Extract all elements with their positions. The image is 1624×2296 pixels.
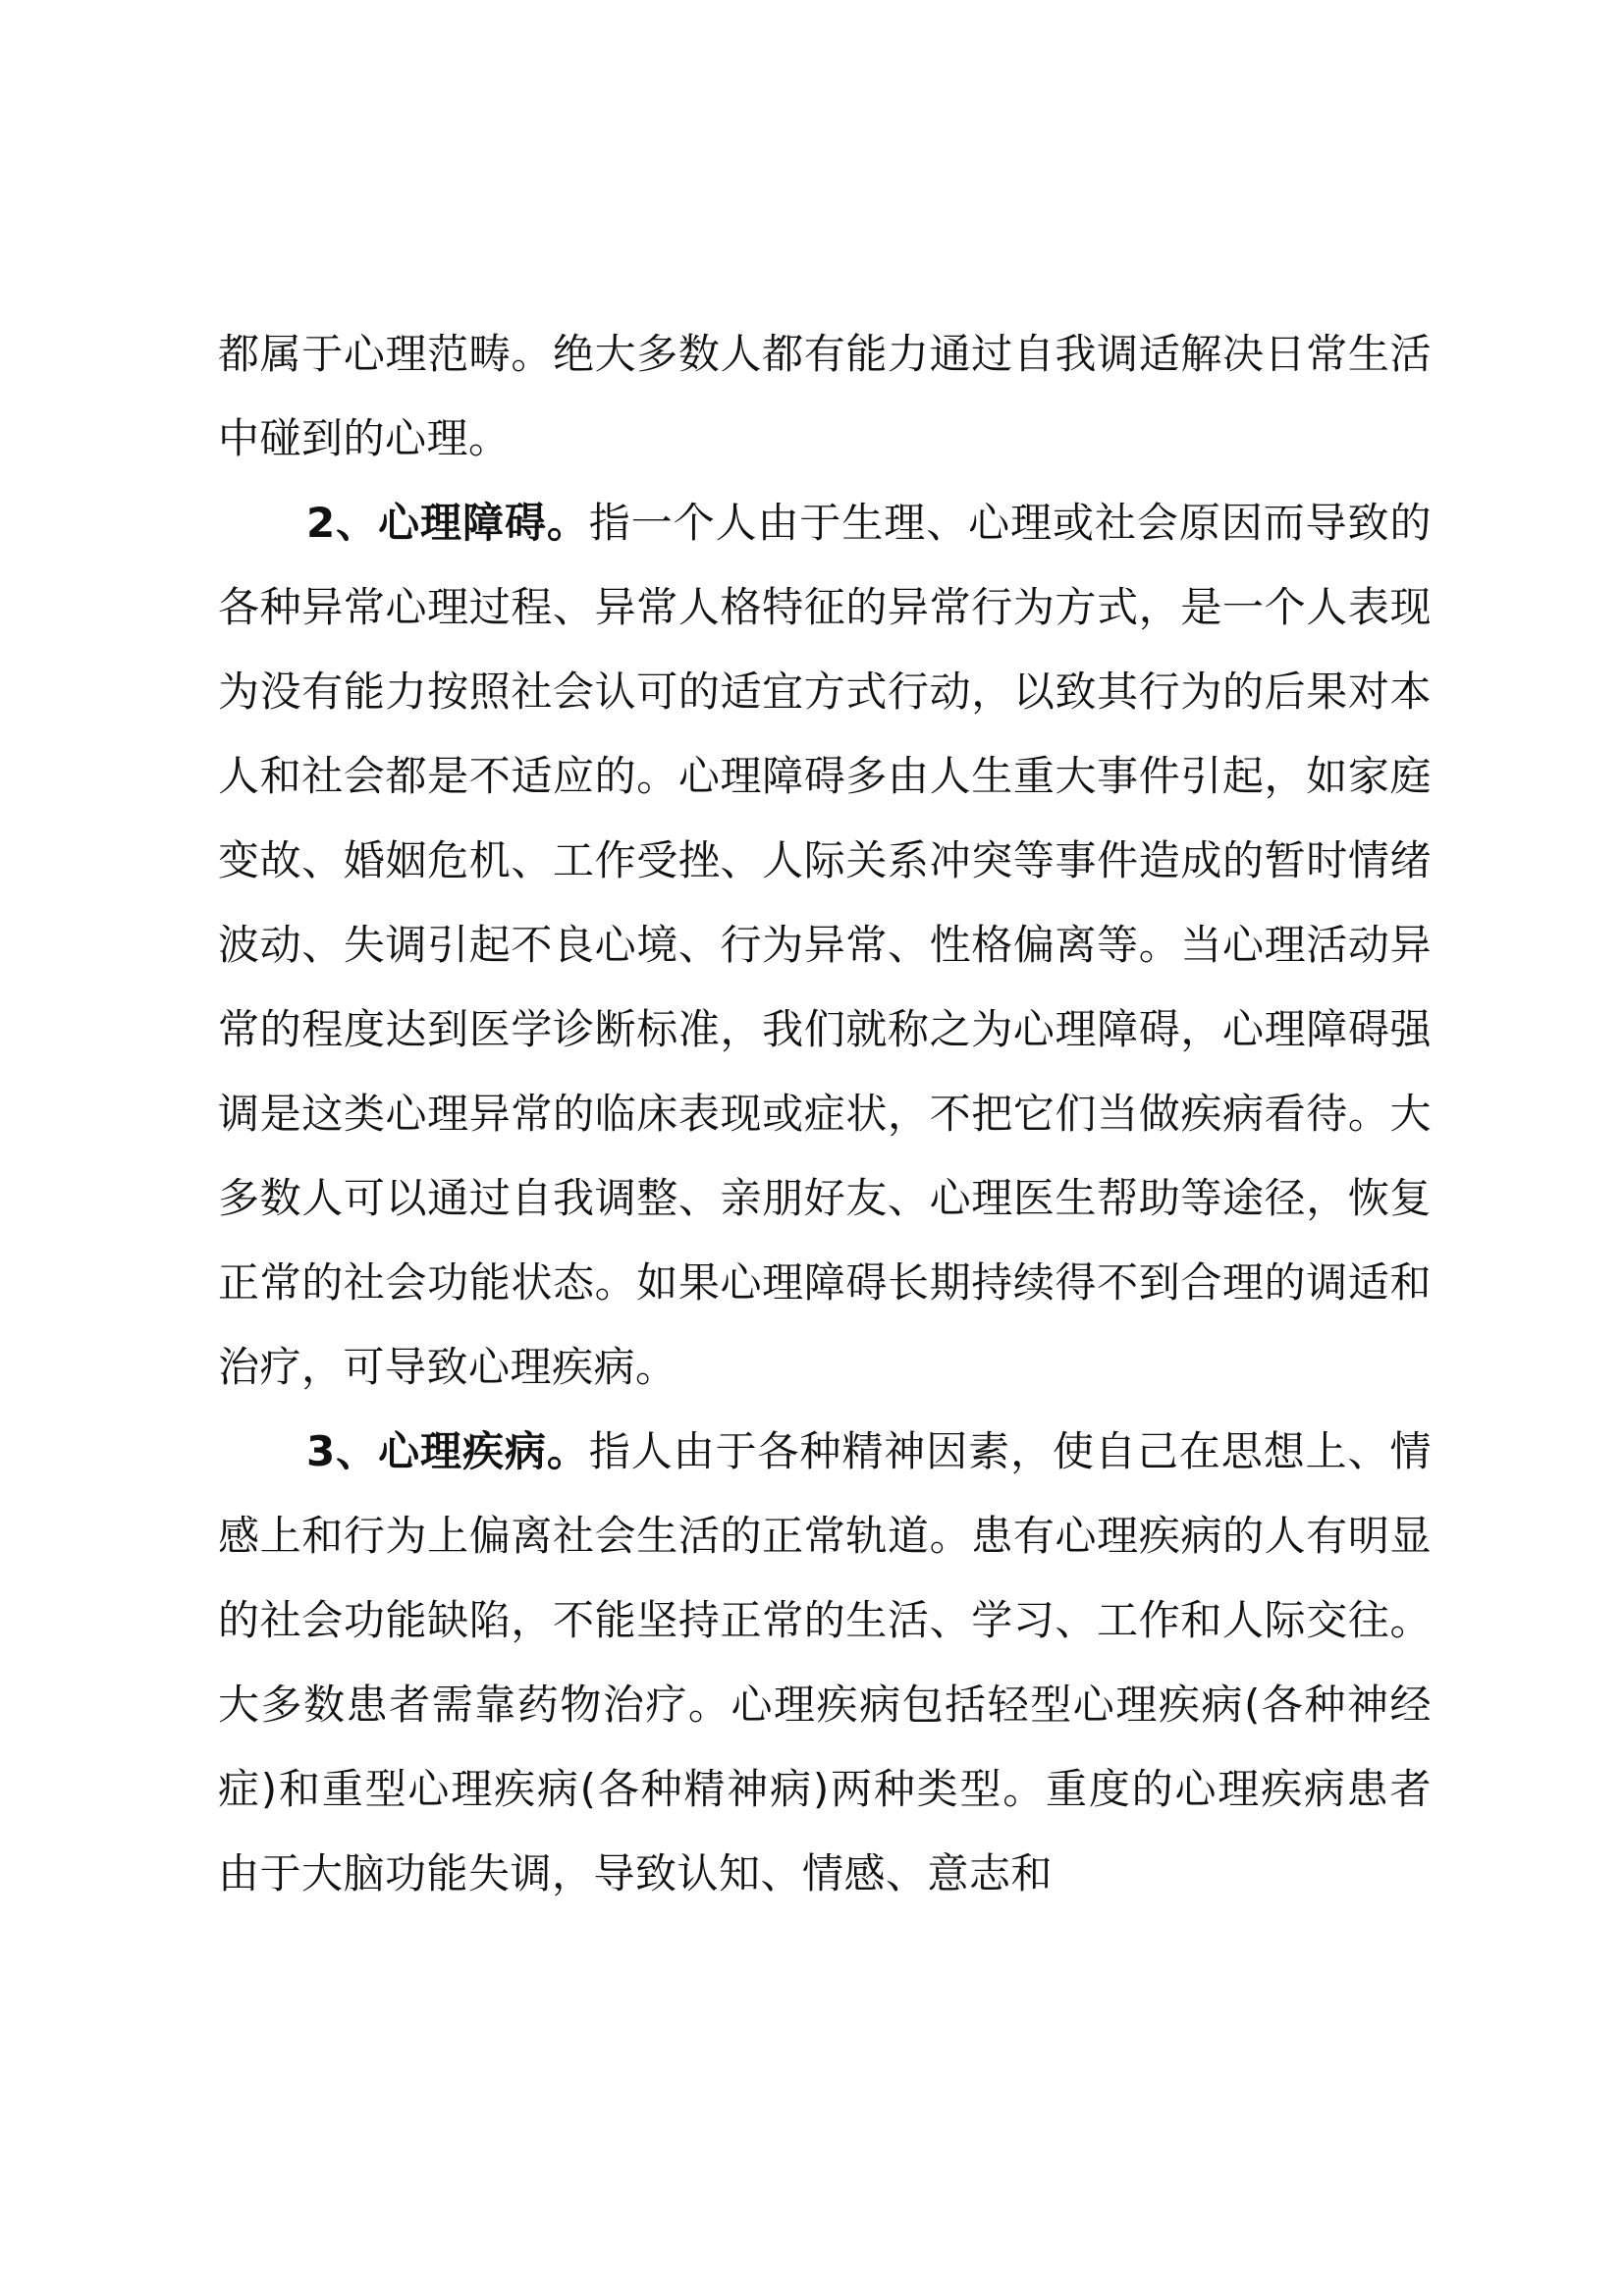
paragraph-text: 指人由于各种精神因素，使自己在思想上、情感上和行为上偏离社会生活的正常轨道。患有心理疾病的人有明显的社会功能缺陷，不能坚持正常的生活、学习、工作和人际交往。大多数患者需靠药物治疗。心理疾病包括轻型心理疾病(各种神经症)和重型心理疾病(各种精神病)两种类型。重度的心理疾病患者由于大脑功能失调，导致认知、情感、意志和 (218, 1427, 1432, 1897)
paragraph-text: 指一个人由于生理、心理或社会原因而导致的各种异常心理过程、异常人格特征的异常行为方式，是一个人表现为没有能力按照社会认可的适宜方式行动，以致其行为的后果对本人和社会都是不适应的。心理障碍多由人生重大事件引起，如家庭变故、婚姻危机、工作受挫、人际关系冲突等事件造成的暂时情绪波动、失调引起不良心境、行为异常、性格偏离等。当心理活动异常的程度达到医学诊断标准，我们就称之为心理障碍，心理障碍强调是这类心理异常的临床表现或症状，不把它们当做疾病看待。大多数人可以通过自我调整、亲朋好友、心理医生帮助等途径，恢复正常的社会功能状态。如果心理障碍长期持续得不到合理的调适和治疗，可导致心理疾病。 (218, 499, 1432, 1391)
paragraph-heading: 3、心理疾病。 (306, 1427, 589, 1475)
paragraph-psychological-disorder (218, 481, 1432, 1410)
paragraph-text: 都属于心理范畴。绝大多数人都有能力通过自我调适解决日常生活中碰到的心理。 (218, 330, 1432, 462)
document-page (218, 312, 1432, 1916)
paragraph-continuation (218, 312, 1432, 481)
paragraph-heading: 2、心理障碍。 (306, 499, 589, 547)
paragraph-psychological-illness (218, 1410, 1432, 1916)
